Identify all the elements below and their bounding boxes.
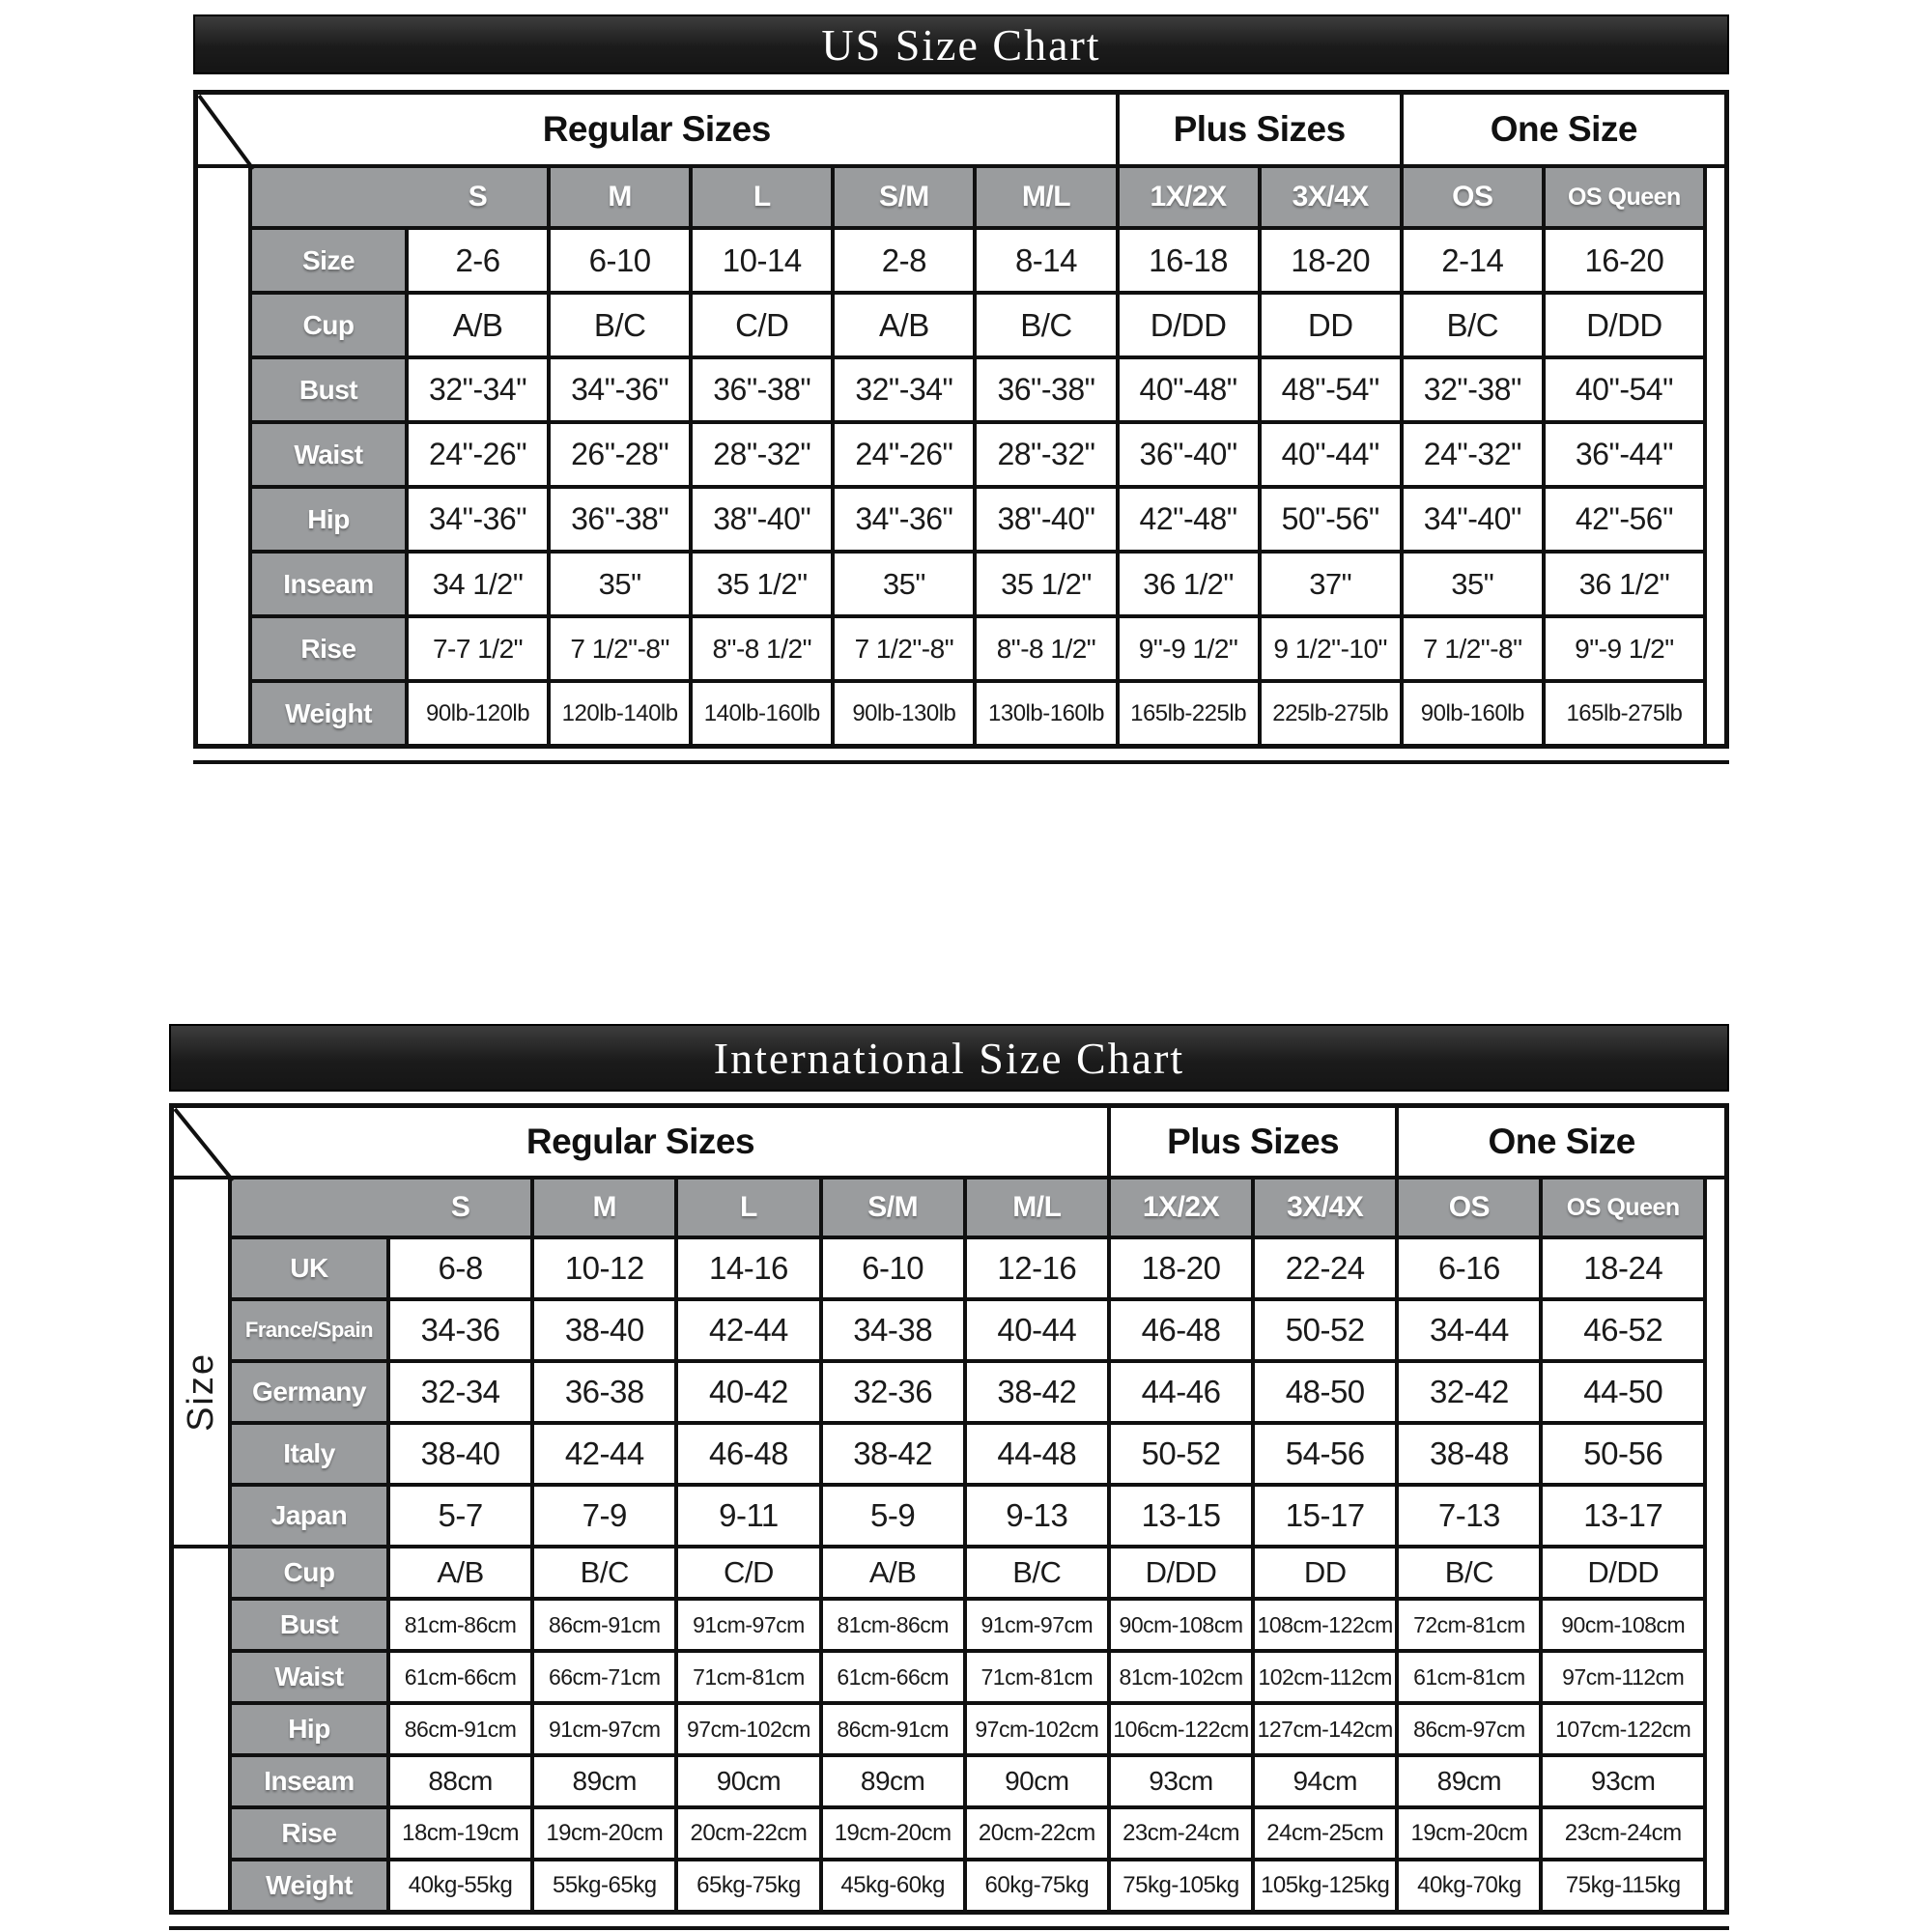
cell-waist-os-queen: 36"-44" xyxy=(1546,424,1703,485)
cell-bust-3x-4x: 48"-54" xyxy=(1262,359,1400,420)
cell-hip-3x-4x: 127cm-142cm xyxy=(1255,1705,1395,1753)
cell-cup-m: B/C xyxy=(551,295,689,355)
cell-italy-1x-2x: 50-52 xyxy=(1111,1425,1251,1483)
cell-waist-1x-2x: 36"-40" xyxy=(1120,424,1258,485)
cell-france-spain-l: 42-44 xyxy=(678,1301,818,1359)
cell-waist-l: 71cm-81cm xyxy=(678,1653,818,1701)
row-label-cup: Cup xyxy=(252,295,405,355)
cell-inseam-m: 35" xyxy=(551,554,689,614)
cell-size-s-m: 2-8 xyxy=(835,230,973,291)
row-label-italy: Italy xyxy=(232,1425,386,1483)
cell-cup-m: B/C xyxy=(534,1548,674,1597)
intl-chart-title: International Size Chart xyxy=(713,1033,1185,1083)
size-side-label: Size xyxy=(180,1352,221,1432)
column-header-os: OS xyxy=(1404,168,1542,226)
cell-inseam-s: 88cm xyxy=(390,1757,530,1805)
cell-japan-l: 9-11 xyxy=(678,1487,818,1545)
cell-bust-os-queen: 40"-54" xyxy=(1546,359,1703,420)
cell-weight-s: 40kg-55kg xyxy=(390,1861,530,1910)
cell-weight-l: 65kg-75kg xyxy=(678,1861,818,1910)
cell-germany-1x-2x: 44-46 xyxy=(1111,1363,1251,1421)
column-header-m-l: M/L xyxy=(967,1179,1107,1236)
cell-waist-m: 66cm-71cm xyxy=(534,1653,674,1701)
group-header-one-size: One Size xyxy=(1399,1108,1724,1176)
cell-japan-m-l: 9-13 xyxy=(967,1487,1107,1545)
cell-hip-1x-2x: 106cm-122cm xyxy=(1111,1705,1251,1753)
cell-waist-os-queen: 97cm-112cm xyxy=(1543,1653,1703,1701)
cell-weight-m-l: 60kg-75kg xyxy=(967,1861,1107,1910)
cell-hip-os: 34"-40" xyxy=(1404,489,1542,550)
cell-rise-m-l: 8"-8 1/2" xyxy=(977,618,1115,679)
cell-germany-3x-4x: 48-50 xyxy=(1255,1363,1395,1421)
cell-rise-s-m: 19cm-20cm xyxy=(823,1809,963,1858)
cell-italy-os: 38-48 xyxy=(1399,1425,1539,1483)
cell-size-os-queen: 16-20 xyxy=(1546,230,1703,291)
cell-france-spain-os: 34-44 xyxy=(1399,1301,1539,1359)
cell-waist-m-l: 71cm-81cm xyxy=(967,1653,1107,1701)
row-label-france-spain: France/Spain xyxy=(232,1301,386,1359)
cell-waist-3x-4x: 102cm-112cm xyxy=(1255,1653,1395,1701)
cell-cup-os-queen: D/DD xyxy=(1543,1548,1703,1597)
column-header-l: L xyxy=(678,1179,818,1236)
cell-weight-m-l: 130lb-160lb xyxy=(977,683,1115,744)
cell-cup-s: A/B xyxy=(390,1548,530,1597)
row-label-bust: Bust xyxy=(232,1601,386,1649)
cell-cup-m-l: B/C xyxy=(967,1548,1107,1597)
cell-waist-l: 28"-32" xyxy=(693,424,831,485)
cell-japan-1x-2x: 13-15 xyxy=(1111,1487,1251,1545)
cell-waist-m-l: 28"-32" xyxy=(977,424,1115,485)
cell-rise-s: 7-7 1/2" xyxy=(409,618,547,679)
row-label-waist: Waist xyxy=(252,424,405,485)
cell-inseam-l: 90cm xyxy=(678,1757,818,1805)
cell-waist-m: 26"-28" xyxy=(551,424,689,485)
cell-weight-os: 40kg-70kg xyxy=(1399,1861,1539,1910)
cell-uk-m: 10-12 xyxy=(534,1239,674,1297)
cell-rise-m-l: 20cm-22cm xyxy=(967,1809,1107,1858)
cell-bust-os-queen: 90cm-108cm xyxy=(1543,1601,1703,1649)
row-label-rise: Rise xyxy=(232,1809,386,1858)
group-header-regular-sizes: Regular Sizes xyxy=(198,95,1116,164)
cell-uk-1x-2x: 18-20 xyxy=(1111,1239,1251,1297)
cell-bust-3x-4x: 108cm-122cm xyxy=(1255,1601,1395,1649)
cell-inseam-os-queen: 36 1/2" xyxy=(1546,554,1703,614)
cell-hip-s: 86cm-91cm xyxy=(390,1705,530,1753)
cell-germany-s: 32-34 xyxy=(390,1363,530,1421)
intl-chart-title-bar xyxy=(169,1024,1729,1092)
cell-germany-os-queen: 44-50 xyxy=(1543,1363,1703,1421)
row-label-japan: Japan xyxy=(232,1487,386,1545)
cell-weight-s-m: 90lb-130lb xyxy=(835,683,973,744)
cell-bust-s-m: 32"-34" xyxy=(835,359,973,420)
row-label-size: Size xyxy=(252,230,405,291)
cell-france-spain-m-l: 40-44 xyxy=(967,1301,1107,1359)
cell-hip-m: 36"-38" xyxy=(551,489,689,550)
cell-hip-3x-4x: 50"-56" xyxy=(1262,489,1400,550)
cell-uk-s-m: 6-10 xyxy=(823,1239,963,1297)
cell-waist-s: 61cm-66cm xyxy=(390,1653,530,1701)
column-header-1x-2x: 1X/2X xyxy=(1111,1179,1251,1236)
cell-inseam-m: 89cm xyxy=(534,1757,674,1805)
us-chart-title: US Size Chart xyxy=(821,19,1101,70)
column-header-os-queen: OS Queen xyxy=(1546,168,1703,226)
cell-japan-m: 7-9 xyxy=(534,1487,674,1545)
cell-france-spain-os-queen: 46-52 xyxy=(1543,1301,1703,1359)
column-header-s: S xyxy=(232,1179,530,1236)
row-label-rise: Rise xyxy=(252,618,405,679)
cell-france-spain-s: 34-36 xyxy=(390,1301,530,1359)
intl-chart-bottom-rule xyxy=(169,1926,1729,1930)
cell-hip-s-m: 34"-36" xyxy=(835,489,973,550)
cell-cup-os-queen: D/DD xyxy=(1546,295,1703,355)
cell-rise-os: 19cm-20cm xyxy=(1399,1809,1539,1858)
cell-waist-os: 24"-32" xyxy=(1404,424,1542,485)
cell-bust-1x-2x: 40"-48" xyxy=(1120,359,1258,420)
cell-size-l: 10-14 xyxy=(693,230,831,291)
cell-hip-l: 97cm-102cm xyxy=(678,1705,818,1753)
cell-japan-3x-4x: 15-17 xyxy=(1255,1487,1395,1545)
cell-weight-m: 120lb-140lb xyxy=(551,683,689,744)
cell-italy-3x-4x: 54-56 xyxy=(1255,1425,1395,1483)
group-header-one-size: One Size xyxy=(1404,95,1724,164)
cell-waist-3x-4x: 40"-44" xyxy=(1262,424,1400,485)
cell-france-spain-s-m: 34-38 xyxy=(823,1301,963,1359)
cell-cup-m-l: B/C xyxy=(977,295,1115,355)
column-header-3x-4x: 3X/4X xyxy=(1255,1179,1395,1236)
column-header-m: M xyxy=(551,168,689,226)
cell-bust-s-m: 81cm-86cm xyxy=(823,1601,963,1649)
cell-france-spain-1x-2x: 46-48 xyxy=(1111,1301,1251,1359)
row-label-inseam: Inseam xyxy=(252,554,405,614)
cell-weight-l: 140lb-160lb xyxy=(693,683,831,744)
column-header-m: M xyxy=(534,1179,674,1236)
cell-japan-s: 5-7 xyxy=(390,1487,530,1545)
cell-rise-1x-2x: 23cm-24cm xyxy=(1111,1809,1251,1858)
cell-rise-l: 20cm-22cm xyxy=(678,1809,818,1858)
cell-size-m-l: 8-14 xyxy=(977,230,1115,291)
cell-waist-s-m: 24"-26" xyxy=(835,424,973,485)
cell-uk-os: 6-16 xyxy=(1399,1239,1539,1297)
group-header-regular-sizes: Regular Sizes xyxy=(174,1108,1107,1176)
cell-germany-m: 36-38 xyxy=(534,1363,674,1421)
cell-cup-1x-2x: D/DD xyxy=(1111,1548,1251,1597)
column-header-1x-2x: 1X/2X xyxy=(1120,168,1258,226)
cell-hip-s: 34"-36" xyxy=(409,489,547,550)
cell-hip-l: 38"-40" xyxy=(693,489,831,550)
cell-inseam-s-m: 89cm xyxy=(823,1757,963,1805)
cell-italy-l: 46-48 xyxy=(678,1425,818,1483)
row-label-inseam: Inseam xyxy=(232,1757,386,1805)
intl-chart-table xyxy=(169,1103,1729,1915)
cell-inseam-os: 89cm xyxy=(1399,1757,1539,1805)
cell-rise-os-queen: 23cm-24cm xyxy=(1543,1809,1703,1858)
cell-italy-os-queen: 50-56 xyxy=(1543,1425,1703,1483)
cell-inseam-m-l: 90cm xyxy=(967,1757,1107,1805)
cell-waist-s-m: 61cm-66cm xyxy=(823,1653,963,1701)
row-label-weight: Weight xyxy=(232,1861,386,1910)
row-label-bust: Bust xyxy=(252,359,405,420)
cell-inseam-s: 34 1/2" xyxy=(409,554,547,614)
cell-waist-s: 24"-26" xyxy=(409,424,547,485)
cell-hip-m-l: 38"-40" xyxy=(977,489,1115,550)
column-header-os: OS xyxy=(1399,1179,1539,1236)
column-header-s: S xyxy=(252,168,547,226)
cell-rise-3x-4x: 24cm-25cm xyxy=(1255,1809,1395,1858)
side-strip xyxy=(1707,1179,1724,1910)
us-chart-title-bar xyxy=(193,14,1729,74)
cell-france-spain-m: 38-40 xyxy=(534,1301,674,1359)
cell-bust-1x-2x: 90cm-108cm xyxy=(1111,1601,1251,1649)
row-label-cup: Cup xyxy=(232,1548,386,1597)
cell-bust-l: 36"-38" xyxy=(693,359,831,420)
cell-rise-os-queen: 9"-9 1/2" xyxy=(1546,618,1703,679)
cell-cup-s-m: A/B xyxy=(823,1548,963,1597)
group-header-plus-sizes: Plus Sizes xyxy=(1111,1108,1395,1176)
cell-inseam-1x-2x: 36 1/2" xyxy=(1120,554,1258,614)
cell-inseam-os: 35" xyxy=(1404,554,1542,614)
cell-bust-m-l: 91cm-97cm xyxy=(967,1601,1107,1649)
cell-france-spain-3x-4x: 50-52 xyxy=(1255,1301,1395,1359)
cell-germany-os: 32-42 xyxy=(1399,1363,1539,1421)
cell-size-3x-4x: 18-20 xyxy=(1262,230,1400,291)
row-label-weight: Weight xyxy=(252,683,405,744)
cell-cup-3x-4x: DD xyxy=(1262,295,1400,355)
column-header-s-m: S/M xyxy=(823,1179,963,1236)
cell-weight-3x-4x: 225lb-275lb xyxy=(1262,683,1400,744)
row-label-waist: Waist xyxy=(232,1653,386,1701)
cell-size-m: 6-10 xyxy=(551,230,689,291)
cell-weight-s-m: 45kg-60kg xyxy=(823,1861,963,1910)
cell-hip-1x-2x: 42"-48" xyxy=(1120,489,1258,550)
cell-cup-1x-2x: D/DD xyxy=(1120,295,1258,355)
row-label-hip: Hip xyxy=(252,489,405,550)
cell-italy-m-l: 44-48 xyxy=(967,1425,1107,1483)
cell-weight-1x-2x: 75kg-105kg xyxy=(1111,1861,1251,1910)
cell-bust-m-l: 36"-38" xyxy=(977,359,1115,420)
cell-italy-s-m: 38-42 xyxy=(823,1425,963,1483)
cell-inseam-3x-4x: 37" xyxy=(1262,554,1400,614)
side-strip xyxy=(1707,168,1724,744)
side-strip xyxy=(174,1548,228,1910)
side-strip xyxy=(198,168,248,744)
cell-weight-3x-4x: 105kg-125kg xyxy=(1255,1861,1395,1910)
cell-uk-m-l: 12-16 xyxy=(967,1239,1107,1297)
column-header-l: L xyxy=(693,168,831,226)
cell-cup-s: A/B xyxy=(409,295,547,355)
cell-japan-s-m: 5-9 xyxy=(823,1487,963,1545)
cell-uk-3x-4x: 22-24 xyxy=(1255,1239,1395,1297)
group-header-plus-sizes: Plus Sizes xyxy=(1120,95,1400,164)
cell-hip-os: 86cm-97cm xyxy=(1399,1705,1539,1753)
cell-italy-m: 42-44 xyxy=(534,1425,674,1483)
cell-weight-os: 90lb-160lb xyxy=(1404,683,1542,744)
cell-cup-3x-4x: DD xyxy=(1255,1548,1395,1597)
cell-size-s: 2-6 xyxy=(409,230,547,291)
cell-inseam-1x-2x: 93cm xyxy=(1111,1757,1251,1805)
cell-germany-m-l: 38-42 xyxy=(967,1363,1107,1421)
column-header-3x-4x: 3X/4X xyxy=(1262,168,1400,226)
cell-hip-os-queen: 107cm-122cm xyxy=(1543,1705,1703,1753)
cell-rise-3x-4x: 9 1/2"-10" xyxy=(1262,618,1400,679)
cell-japan-os: 7-13 xyxy=(1399,1487,1539,1545)
row-label-germany: Germany xyxy=(232,1363,386,1421)
column-header-os-queen: OS Queen xyxy=(1543,1179,1703,1236)
cell-rise-1x-2x: 9"-9 1/2" xyxy=(1120,618,1258,679)
column-header-s-m: S/M xyxy=(835,168,973,226)
cell-inseam-s-m: 35" xyxy=(835,554,973,614)
us-chart-table xyxy=(193,90,1729,749)
cell-weight-os-queen: 165lb-275lb xyxy=(1546,683,1703,744)
cell-rise-s-m: 7 1/2"-8" xyxy=(835,618,973,679)
cell-bust-s: 32"-34" xyxy=(409,359,547,420)
cell-weight-m: 55kg-65kg xyxy=(534,1861,674,1910)
cell-hip-m: 91cm-97cm xyxy=(534,1705,674,1753)
cell-weight-1x-2x: 165lb-225lb xyxy=(1120,683,1258,744)
cell-germany-l: 40-42 xyxy=(678,1363,818,1421)
cell-bust-s: 81cm-86cm xyxy=(390,1601,530,1649)
cell-rise-m: 7 1/2"-8" xyxy=(551,618,689,679)
cell-cup-os: B/C xyxy=(1399,1548,1539,1597)
cell-inseam-os-queen: 93cm xyxy=(1543,1757,1703,1805)
cell-hip-m-l: 97cm-102cm xyxy=(967,1705,1107,1753)
column-header-m-l: M/L xyxy=(977,168,1115,226)
row-label-hip: Hip xyxy=(232,1705,386,1753)
cell-hip-s-m: 86cm-91cm xyxy=(823,1705,963,1753)
cell-cup-l: C/D xyxy=(693,295,831,355)
cell-bust-os: 72cm-81cm xyxy=(1399,1601,1539,1649)
cell-rise-m: 19cm-20cm xyxy=(534,1809,674,1858)
cell-bust-l: 91cm-97cm xyxy=(678,1601,818,1649)
cell-uk-os-queen: 18-24 xyxy=(1543,1239,1703,1297)
cell-bust-os: 32"-38" xyxy=(1404,359,1542,420)
cell-rise-os: 7 1/2"-8" xyxy=(1404,618,1542,679)
cell-size-1x-2x: 16-18 xyxy=(1120,230,1258,291)
cell-waist-os: 61cm-81cm xyxy=(1399,1653,1539,1701)
cell-bust-m: 34"-36" xyxy=(551,359,689,420)
international-size-chart xyxy=(169,1024,1729,1930)
cell-inseam-m-l: 35 1/2" xyxy=(977,554,1115,614)
cell-inseam-l: 35 1/2" xyxy=(693,554,831,614)
cell-cup-os: B/C xyxy=(1404,295,1542,355)
cell-bust-m: 86cm-91cm xyxy=(534,1601,674,1649)
size-side-strip xyxy=(174,1179,228,1545)
cell-japan-os-queen: 13-17 xyxy=(1543,1487,1703,1545)
cell-rise-l: 8"-8 1/2" xyxy=(693,618,831,679)
cell-germany-s-m: 32-36 xyxy=(823,1363,963,1421)
cell-weight-os-queen: 75kg-115kg xyxy=(1543,1861,1703,1910)
us-chart-bottom-rule xyxy=(193,760,1729,764)
cell-cup-l: C/D xyxy=(678,1548,818,1597)
cell-waist-1x-2x: 81cm-102cm xyxy=(1111,1653,1251,1701)
cell-uk-l: 14-16 xyxy=(678,1239,818,1297)
cell-cup-s-m: A/B xyxy=(835,295,973,355)
us-size-chart xyxy=(193,14,1729,764)
cell-rise-s: 18cm-19cm xyxy=(390,1809,530,1858)
cell-hip-os-queen: 42"-56" xyxy=(1546,489,1703,550)
cell-size-os: 2-14 xyxy=(1404,230,1542,291)
row-label-uk: UK xyxy=(232,1239,386,1297)
cell-italy-s: 38-40 xyxy=(390,1425,530,1483)
cell-uk-s: 6-8 xyxy=(390,1239,530,1297)
cell-inseam-3x-4x: 94cm xyxy=(1255,1757,1395,1805)
cell-weight-s: 90lb-120lb xyxy=(409,683,547,744)
